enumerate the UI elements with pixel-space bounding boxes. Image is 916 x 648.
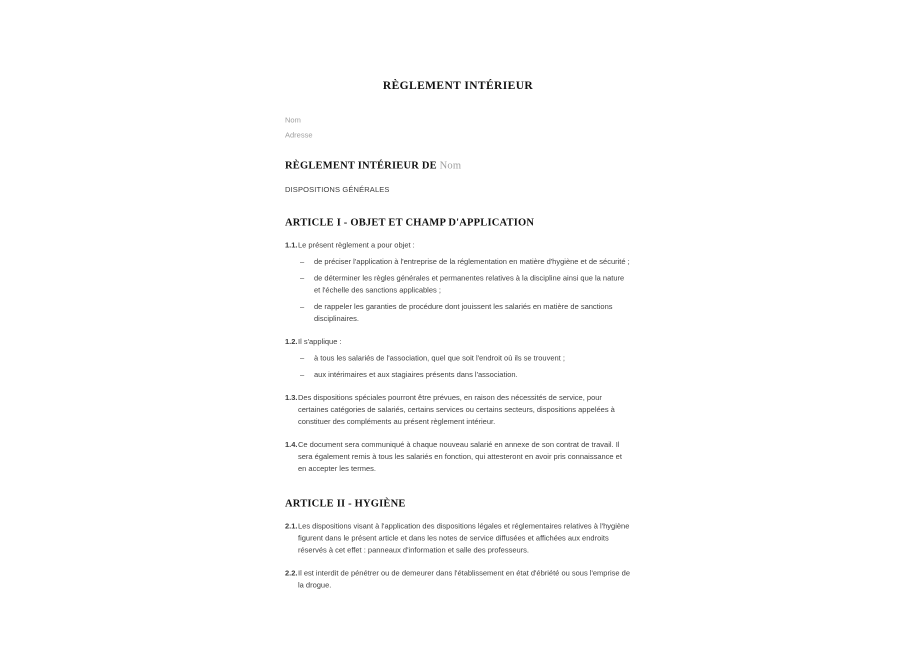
clause-number: 2.2.	[285, 569, 298, 578]
address-placeholder: Adresse	[285, 131, 313, 140]
clause-text: Il est interdit de pénétrer ou de demeurer dans l'établissement en état d'ébriété ou sous l'emprise de la drogue.	[298, 569, 630, 590]
bullet-text: de rappeler les garanties de procédure dont jouissent les salariés en matière de sanctions disciplinaires.	[314, 302, 613, 323]
document-body	[285, 0, 631, 592]
clause-number: 2.1.	[285, 522, 298, 531]
clause-paragraph	[285, 336, 631, 348]
clause-number: 1.3.	[285, 393, 298, 402]
clause-bullet-item	[285, 256, 631, 268]
article-heading: ARTICLE I - OBJET ET CHAMP D'APPLICATION	[285, 216, 535, 228]
document-page	[285, 0, 631, 592]
bullet-dash-marker: –	[300, 257, 305, 266]
clause-number: 1.1.	[285, 241, 298, 250]
bullet-dash-marker: –	[300, 354, 305, 363]
articles-container	[285, 216, 631, 592]
clause-paragraph	[285, 240, 631, 252]
bullet-dash-marker: –	[300, 370, 305, 379]
bullet-dash-marker: –	[300, 274, 305, 283]
subject-heading-name-placeholder: Nom	[439, 159, 462, 171]
bullet-text: de préciser l'application à l'entreprise de la réglementation en matière d'hygiène et de sécurité ;	[314, 257, 630, 266]
document-title: RÈGLEMENT INTÉRIEUR	[382, 79, 534, 92]
bullet-text: de déterminer les règles générales et permanentes relatives à la discipline ainsi que la nature et l'échelle des sanctions applicables ;	[314, 274, 625, 295]
bullet-text: à tous les salariés de l'association, quel que soit l'endroit où ils se trouvent ;	[314, 354, 565, 363]
clause-bullet-item	[285, 301, 631, 325]
bullet-text: aux intérimaires et aux stagiaires présents dans l'association.	[314, 370, 518, 379]
clause-paragraph	[285, 568, 631, 592]
clause-text: Il s'applique :	[298, 337, 342, 346]
clause-number: 1.2.	[285, 337, 298, 346]
clause-text: Ce document sera communiqué à chaque nouveau salarié en annexe de son contrat de travail. Il sera également remis à tous les salariés en fonction, qui attesteront en avoir pris connaissance et en accepter les termes.	[298, 440, 622, 473]
clause-bullet-item	[285, 353, 631, 365]
clause-paragraph	[285, 392, 631, 428]
recipient-block	[285, 113, 631, 143]
subject-heading	[285, 159, 631, 172]
general-provisions-label: DISPOSITIONS GÉNÉRALES	[285, 185, 390, 194]
name-placeholder: Nom	[285, 116, 301, 125]
clause-bullet-item	[285, 369, 631, 381]
clause-number: 1.4.	[285, 440, 298, 449]
subject-heading-label: RÈGLEMENT INTÉRIEUR DE	[285, 159, 440, 171]
clause-paragraph	[285, 439, 631, 475]
clause-text: Le présent règlement a pour objet :	[298, 241, 415, 250]
clause-bullet-item	[285, 273, 631, 297]
clause-text: Les dispositions visant à l'application des dispositions légales et réglementaires relatives à l'hygiène figurent dans le présent article et dans les notes de service diffusées et affichées aux endroits réservés à cet effet : panneaux d'information et salle des professeurs.	[298, 522, 630, 555]
clause-text: Des dispositions spéciales pourront être prévues, en raison des nécessités de service, pour certaines catégories de salariés, certains services ou certains secteurs, dispositions appelées à constituer des compléments au présent règlement intérieur.	[298, 393, 615, 426]
clause-paragraph	[285, 521, 631, 557]
article-heading: ARTICLE II - HYGIÈNE	[285, 497, 406, 509]
bullet-dash-marker: –	[300, 302, 305, 311]
